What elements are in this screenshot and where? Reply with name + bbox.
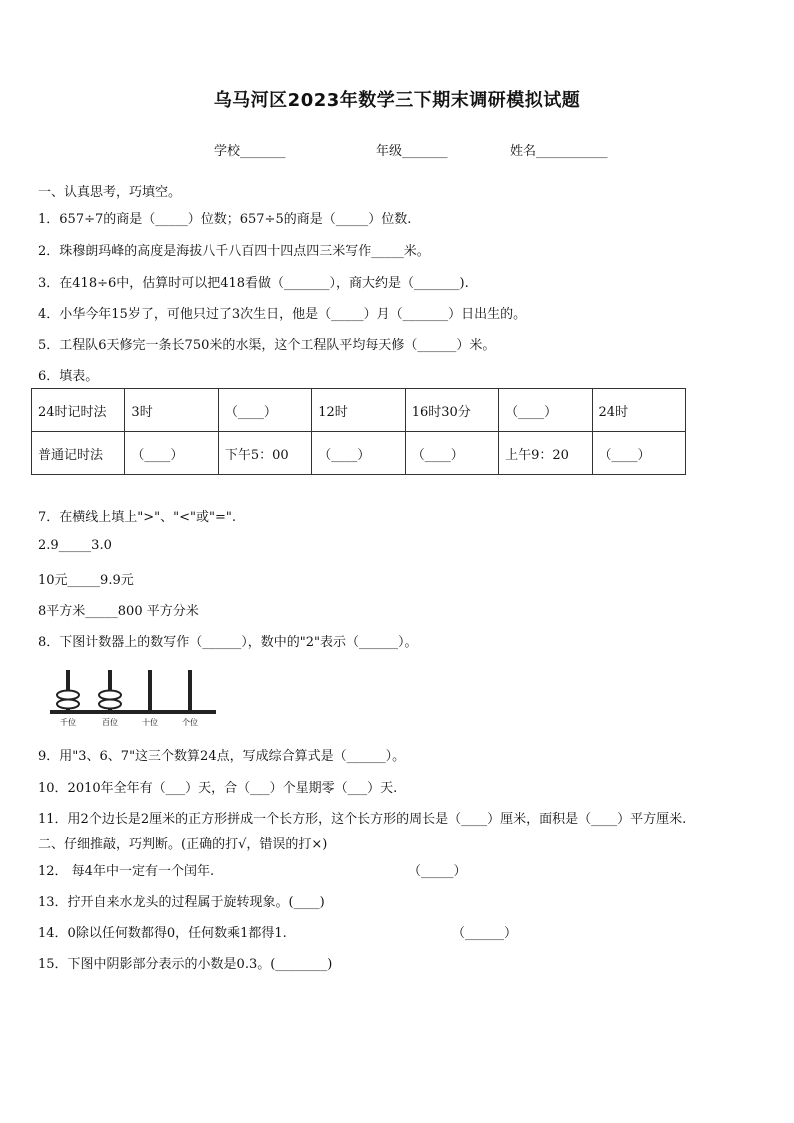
question-7-b: 10元_____9.9元	[38, 573, 134, 588]
table-row	[32, 432, 686, 475]
abacus-base	[50, 710, 216, 714]
question-12: 12． 每4年中一定有一个闰年.	[38, 864, 215, 879]
abacus-rod-ones	[188, 670, 192, 710]
abacus-label-tens: 十位	[142, 718, 158, 727]
question-14: 14．0除以任何数都得0，任何数乘1都得1.	[38, 926, 287, 941]
abacus-bead	[99, 691, 121, 700]
table-cell: （____）	[405, 432, 498, 475]
table-cell: 12时	[312, 389, 405, 432]
question-14-blank: （______）	[452, 926, 518, 941]
question-1: 1．657÷7的商是（_____）位数；657÷5的商是（_____）位数.	[38, 212, 412, 227]
table-cell: （____）	[218, 389, 311, 432]
table-cell: 上午9：20	[499, 432, 592, 475]
abacus-figure	[48, 664, 218, 730]
grade-field: 年级_______	[376, 144, 448, 159]
question-6: 6．填表。	[38, 369, 99, 384]
time-conversion-table	[31, 388, 686, 475]
table-cell: 普通记时法	[32, 432, 125, 475]
table-cell: （____）	[312, 432, 405, 475]
table-cell: （____）	[592, 432, 685, 475]
abacus-label-hundreds: 百位	[102, 718, 118, 727]
abacus-rod-tens	[148, 670, 152, 710]
question-5: 5．工程队6天修完一条长750米的水渠，这个工程队平均每天修（______）米。	[38, 338, 496, 353]
question-10: 10．2010年全年有（___）天，合（___）个星期零（___）天.	[38, 781, 398, 796]
name-field: 姓名___________	[510, 144, 608, 159]
question-8: 8．下图计数器上的数写作（______），数中的"2"表示（______）。	[38, 635, 418, 650]
question-7-a: 2.9_____3.0	[38, 538, 112, 553]
abacus-bead	[57, 691, 79, 700]
abacus-label-ones: 个位	[182, 718, 198, 727]
table-cell: 3时	[125, 389, 218, 432]
question-13: 13．拧开自来水龙头的过程属于旋转现象。(____)	[38, 895, 325, 910]
question-15: 15．下图中阴影部分表示的小数是0.3。(________)	[38, 957, 333, 972]
table-cell: （____）	[125, 432, 218, 475]
table-row	[32, 389, 686, 432]
school-field: 学校_______	[214, 144, 286, 159]
abacus-bead	[57, 700, 79, 709]
table-cell: 下午5：00	[218, 432, 311, 475]
table-cell: 24时记时法	[32, 389, 125, 432]
table-cell: （____）	[499, 389, 592, 432]
question-7-c: 8平方米_____800 平方分米	[38, 604, 199, 619]
table-cell: 24时	[592, 389, 685, 432]
question-7: 7．在横线上填上">"、"<"或"=".	[38, 510, 236, 525]
question-3: 3．在418÷6中，估算时可以把418看做（_______），商大约是（_______).	[38, 276, 469, 291]
section-1-heading: 一、认真思考，巧填空。	[38, 185, 182, 200]
question-11: 11．用2个边长是2厘米的正方形拼成一个长方形，这个长方形的周长是（____）厘米，面积是（____）平方厘米.	[38, 812, 687, 827]
question-4: 4．小华今年15岁了，可他只过了3次生日，他是（_____）月（_______）日出生的。	[38, 307, 527, 322]
question-9: 9．用"3、6、7"这三个数算24点，写成综合算式是（______）。	[38, 749, 406, 764]
section-2-heading: 二、仔细推敲，巧判断。(正确的打√，错误的打×)	[38, 837, 328, 852]
page-title: 乌马河区2023年数学三下期末调研模拟试题	[213, 90, 581, 111]
question-12-blank: （_____）	[408, 864, 467, 879]
abacus-bead	[99, 700, 121, 709]
table-cell: 16时30分	[405, 389, 498, 432]
question-2: 2．珠穆朗玛峰的高度是海拔八千八百四十四点四三米写作_____米。	[38, 244, 430, 259]
abacus-label-thousands: 千位	[60, 718, 76, 727]
